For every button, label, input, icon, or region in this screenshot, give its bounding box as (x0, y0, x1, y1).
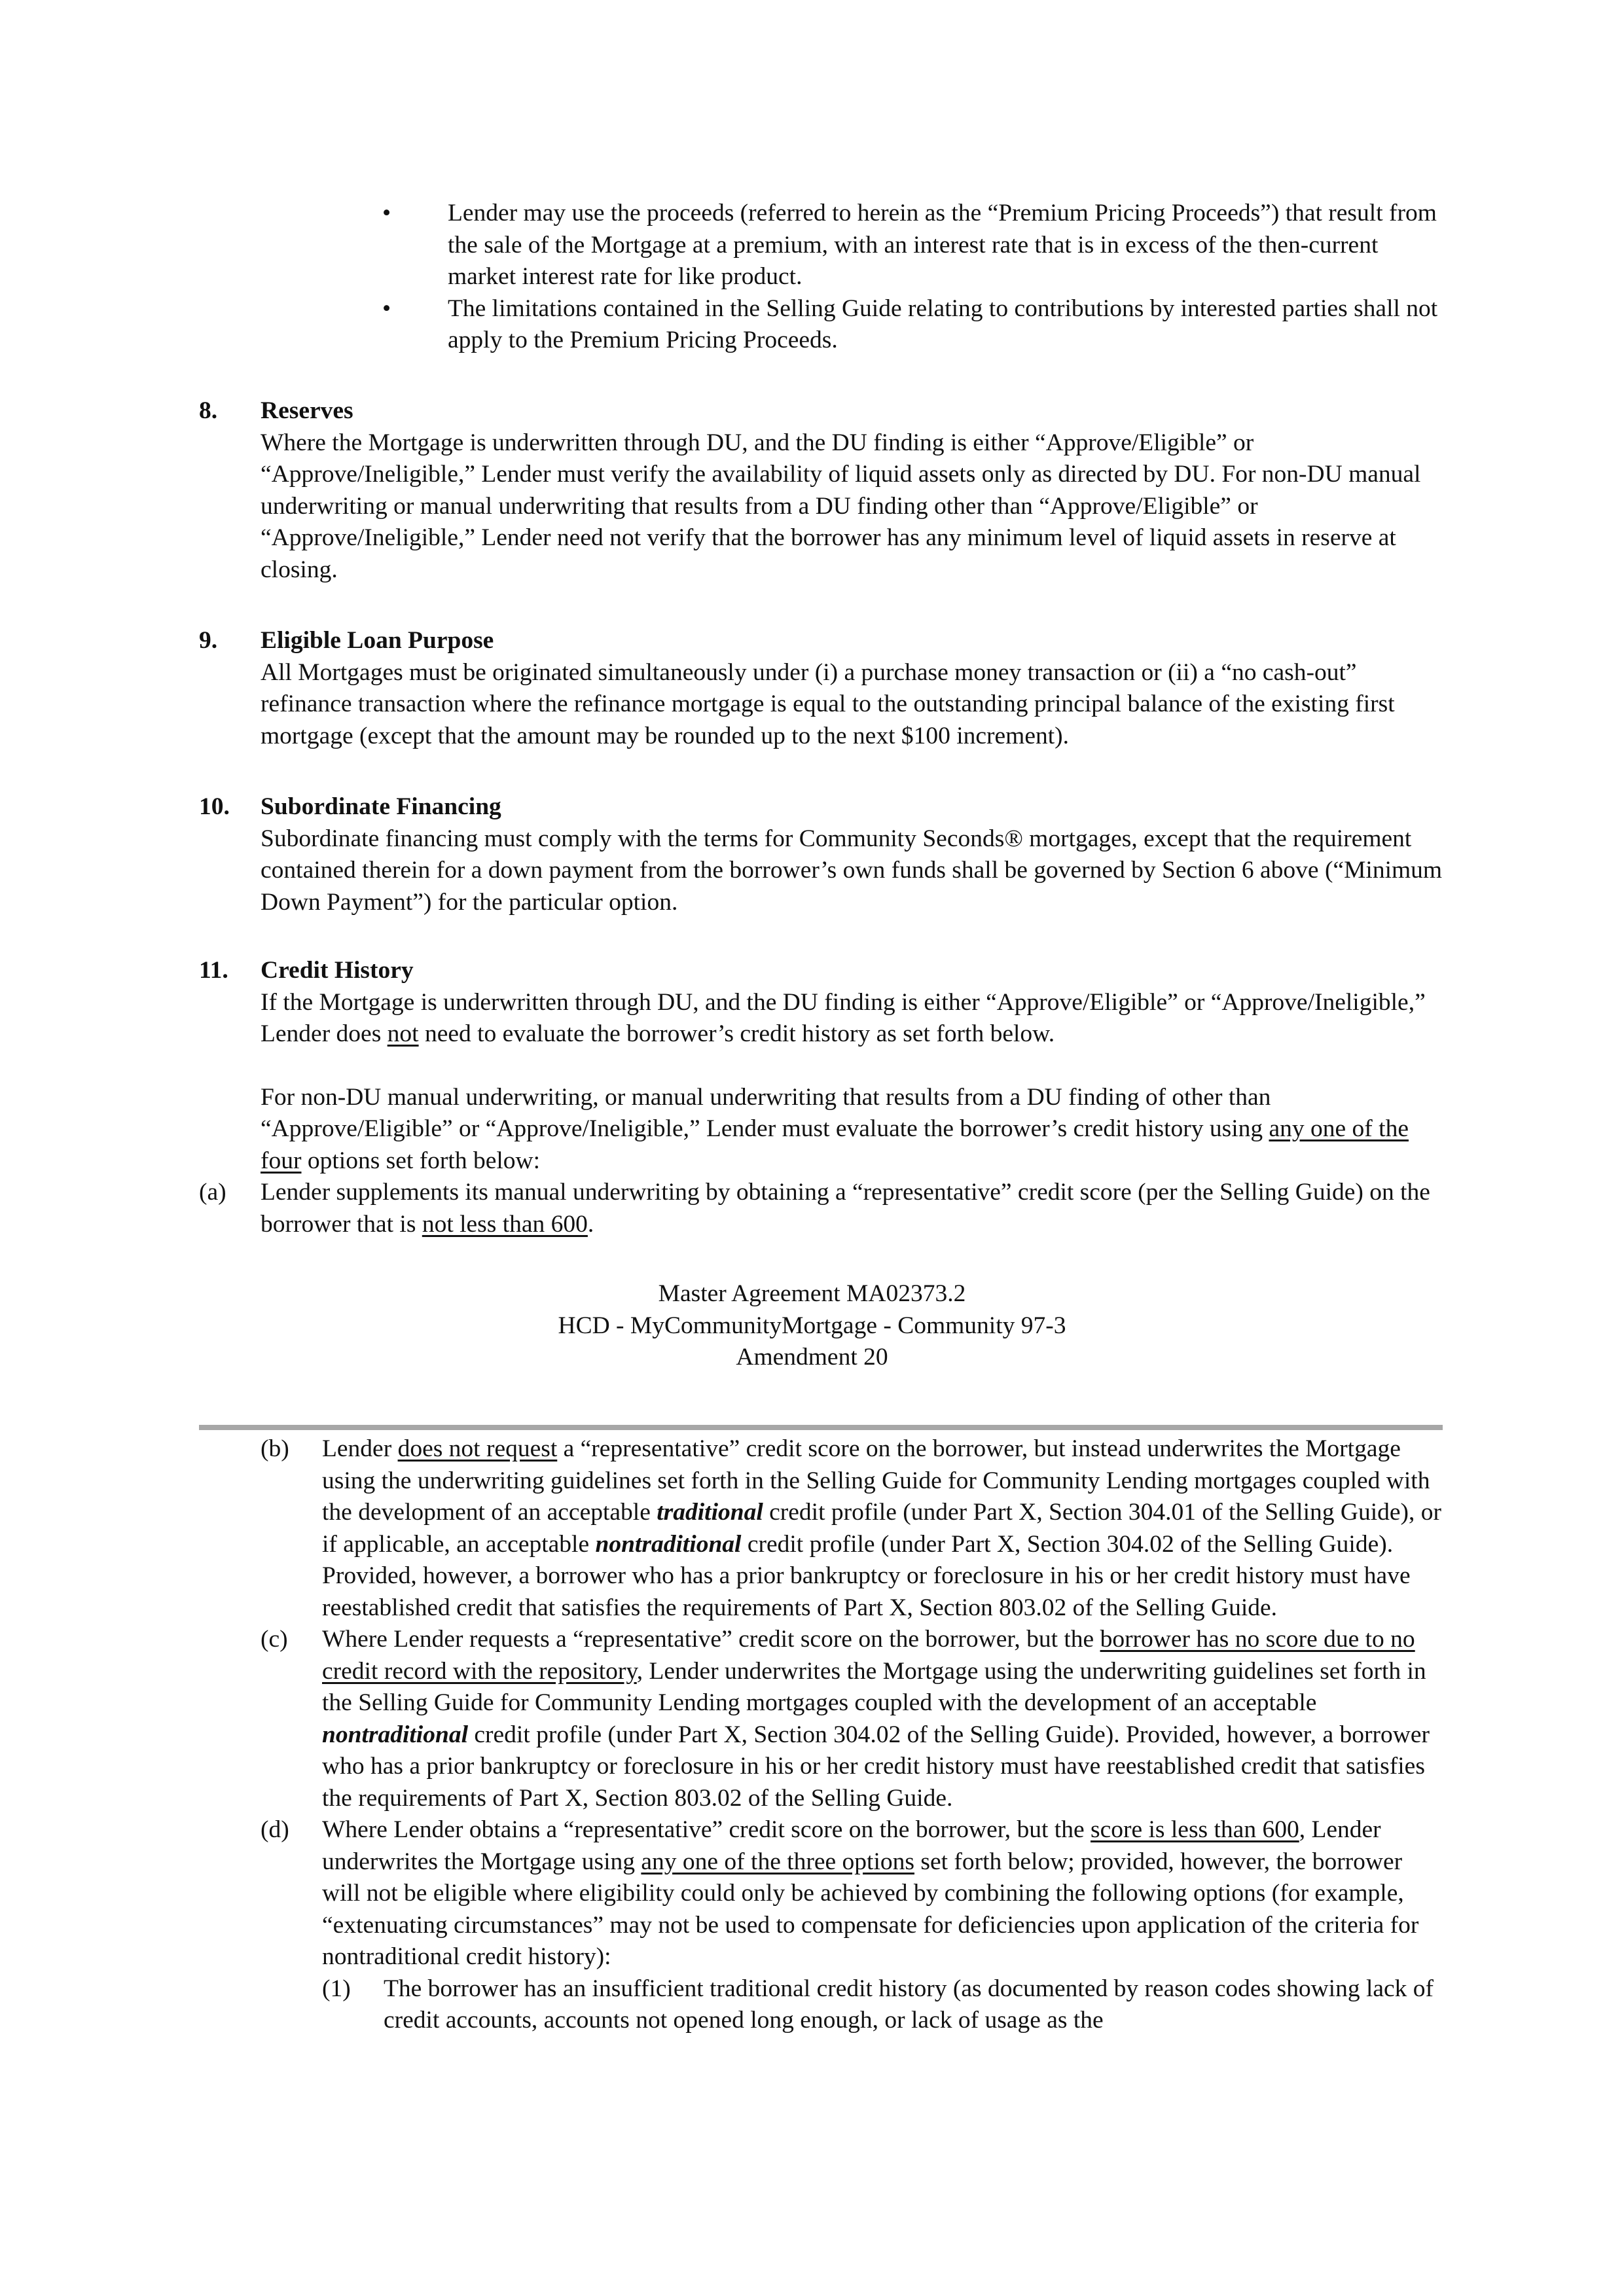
section-number: 8. (199, 397, 218, 424)
bullet-item (382, 293, 1449, 357)
option-text: Lender does not request a “representative” credit score on the borrower, but instead underwrites the Mortgage using the underwriting guidelines set forth in the Selling Guide for Community Lending mortgages coupled with the development of an acceptable traditional credit profile (under Part X, Section 304.01 of the Selling Guide), or if applicable, an acceptable nontraditional credit profile (under Part X, Section 304.02 of the Selling Guide). Provided, however, a borrower who has a prior bankruptcy or foreclosure in his or her credit history must have reestablished credit that satisfies the requirements of Part X, Section 803.02 of the Selling Guide. (322, 1435, 1441, 1621)
footer-line: Master Agreement MA02373.2 (658, 1280, 966, 1307)
page-divider (199, 1425, 1443, 1430)
section-title: Eligible Loan Purpose (261, 627, 494, 654)
option-text: Where Lender obtains a “representative” credit score on the borrower, but the score is less than 600, Lender underwrites the Mortgage using any one of the three options set forth below; provided, however, the borrower will not be eligible where eligibility could only be achieved by combining the following options (for example, “extenuating circumstances” may not be used to compensate for deficiencies upon application of the criteria for nontraditional credit history): (322, 1816, 1419, 1970)
section-title: Subordinate Financing (261, 793, 501, 820)
option-label: (b) (261, 1435, 289, 1462)
section-body: All Mortgages must be originated simultaneously under (i) a purchase money transaction or (ii) a “no cash-out” refinance transaction where the refinance mortgage is equal to the outstanding principal balance of the existing first mortgage (except that the amount may be rounded up to the next $100 increment). (261, 658, 1395, 749)
section-body: Where the Mortgage is underwritten through DU, and the DU finding is either “Approve/Eligible” or “Approve/Ineligible,” Lender must verify the availability of liquid assets only as directed by DU. For non-DU manual underwriting or manual underwriting that results from a DU finding other than “Approve/Eligible” or “Approve/Ineligible,” Lender need not verify that the borrower has any minimum level of liquid assets in reserve at closing. (261, 429, 1421, 583)
section-number: 10. (199, 793, 230, 820)
bullet-text: Lender may use the proceeds (referred to herein as the “Premium Pricing Proceeds”) that result from the sale of the Mortgage at a premium, with an interest rate that is in excess of the then-current market interest rate for like product. (448, 200, 1437, 290)
bullet-list (382, 198, 1449, 357)
option-text: Lender supplements its manual underwriting by obtaining a “representative” credit score (per the Selling Guide) on the borrower that is not less than 600. (261, 1179, 1430, 1238)
credit-history-paragraph-1: If the Mortgage is underwritten through DU, and the DU finding is either “Approve/Eligible” or “Approve/Ineligible,” Lender does not need to evaluate the borrower’s credit history as set forth below. (261, 988, 1426, 1047)
option-label: (c) (261, 1626, 288, 1653)
section-body: Subordinate financing must comply with the terms for Community Seconds® mortgages, except that the requirement contained therein for a down payment from the borrower’s own funds shall be governed by Section 6 above (“Minimum Down Payment”) for the particular option. (261, 825, 1443, 916)
bullet-mark: • (382, 295, 391, 322)
option-text: Where Lender requests a “representative” credit score on the borrower, but the borrower has no score due to no credit record with the repository, Lender underwrites the Mortgage using the underwriting guidelines set forth in the Selling Guide for Community Lending mortgages coupled with the development of an acceptable nontraditional credit profile (under Part X, Section 304.02 of the Selling Guide). Provided, however, a borrower who has a prior bankruptcy or foreclosure in his or her credit history must have reestablished credit that satisfies the requirements of Part X, Section 803.02 of the Selling Guide. (322, 1626, 1430, 1812)
section-number: 11. (199, 957, 228, 984)
option-label: (a) (199, 1179, 226, 1206)
bullet-item (382, 198, 1449, 293)
section-9 (199, 625, 1443, 752)
continued-options (261, 1433, 1443, 2037)
option-b (261, 1433, 1443, 1624)
section-title: Credit History (261, 957, 414, 984)
section-8 (199, 395, 1443, 586)
option-d-sub-1 (322, 1973, 1443, 2037)
credit-history-paragraph-2: For non-DU manual underwriting, or manual underwriting that results from a DU finding of other than “Approve/Eligible” or “Approve/Ineligible,” Lender must evaluate the borrower’s credit history using any one of the four options set forth below: (261, 1083, 1409, 1174)
section-11 (199, 955, 1443, 1240)
sub-option-text: The borrower has an insufficient traditional credit history (as documented by reason codes showing lack of credit accounts, accounts not opened long enough, or lack of usage as the (384, 1975, 1434, 2034)
section-number: 9. (199, 627, 218, 654)
option-c (261, 1624, 1443, 1814)
footer-line: HCD - MyCommunityMortgage - Community 97-3 (558, 1312, 1066, 1339)
section-10 (199, 791, 1443, 918)
option-a (199, 1177, 1443, 1240)
bullet-mark: • (382, 200, 391, 226)
sub-option-label: (1) (322, 1975, 351, 2002)
option-d (261, 1814, 1443, 2037)
option-label: (d) (261, 1816, 289, 1843)
footer-line: Amendment 20 (736, 1344, 888, 1371)
bullet-text: The limitations contained in the Selling Guide relating to contributions by interested parties shall not apply to the Premium Pricing Proceeds. (448, 295, 1438, 353)
page-footer (0, 1278, 1624, 1374)
section-title: Reserves (261, 397, 353, 424)
